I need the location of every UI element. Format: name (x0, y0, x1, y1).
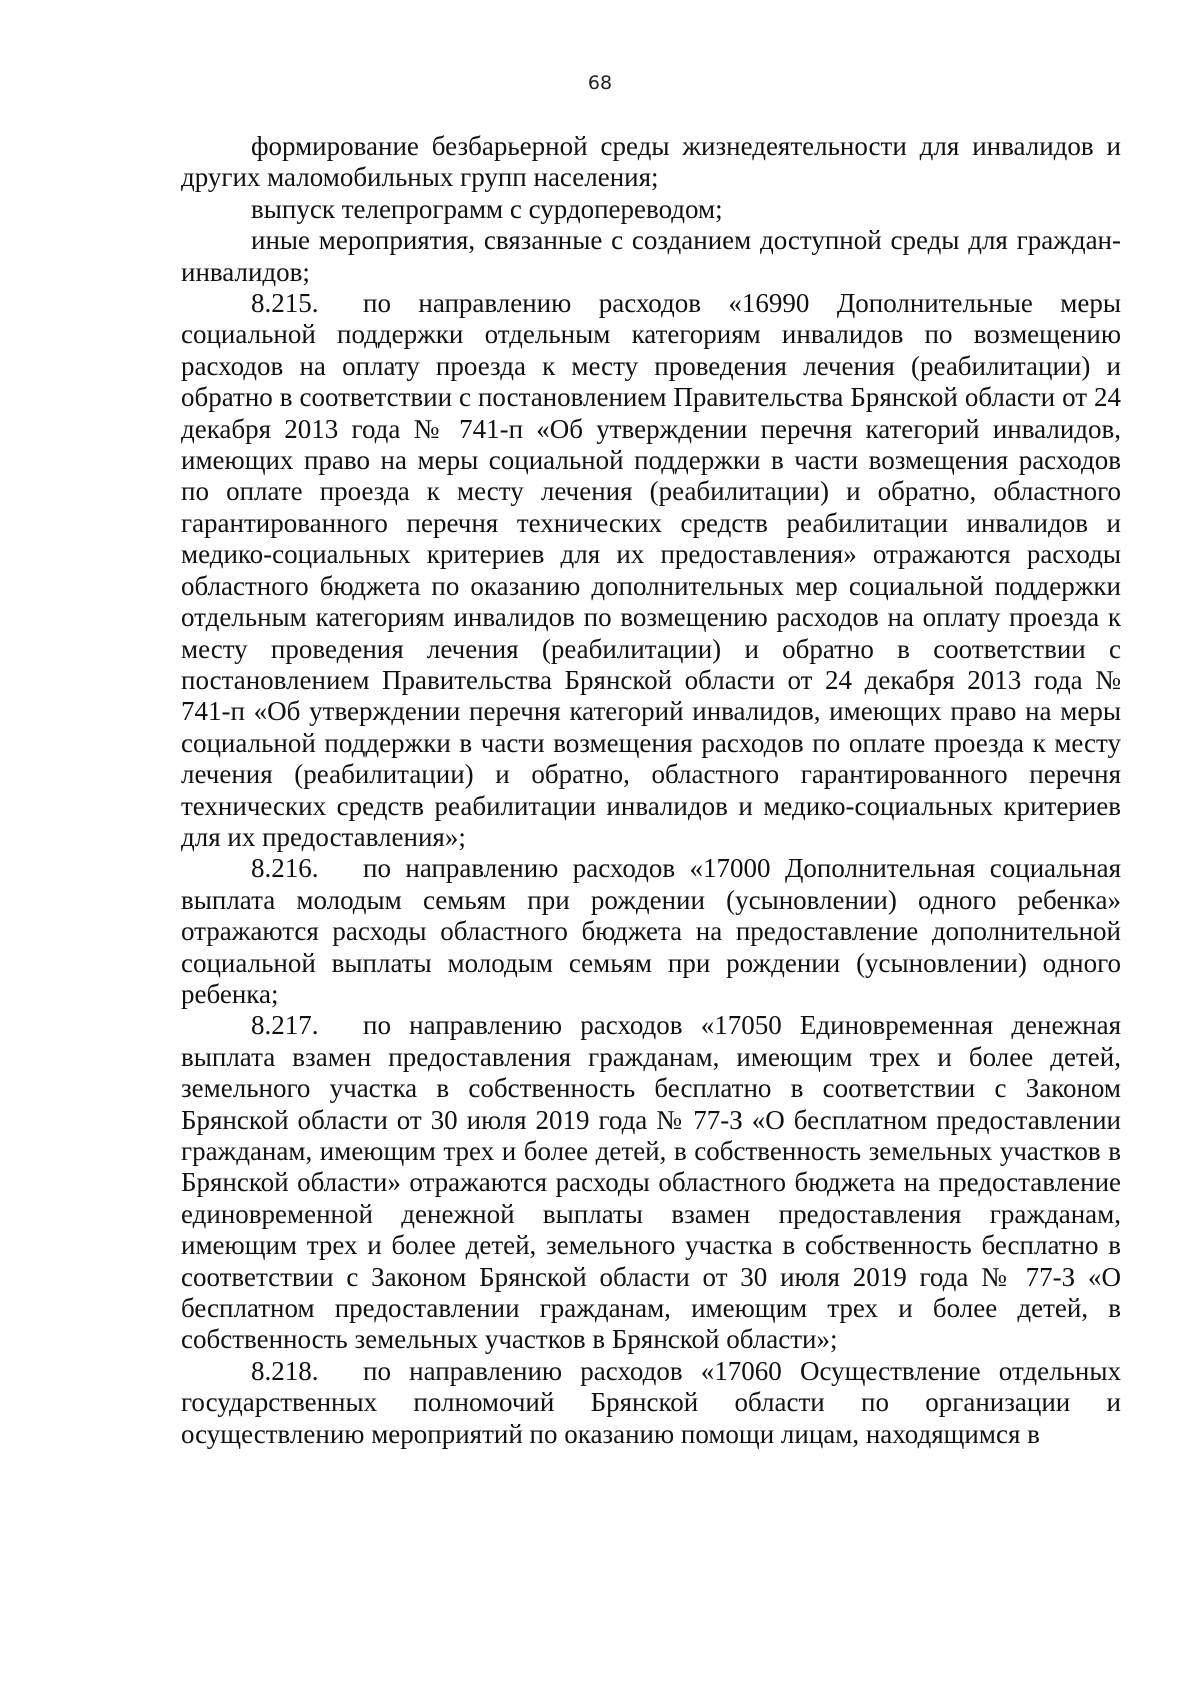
paragraph (181, 1010, 1121, 1355)
paragraph (181, 288, 1121, 853)
paragraph-text: выпуск телепрограмм с сурдопереводом; (251, 193, 723, 224)
paragraph (181, 1356, 1121, 1450)
paragraph-text: иные мероприятия, связанные с созданием доступной среды для граждан-инвалидов; (181, 225, 1121, 287)
paragraph-text: по направлению расходов «17060 Осуществление отдельных государственных полномочий Брянской области по организации и осуществлению мероприятий по оказанию помощи лицам, находящимся в (181, 1355, 1121, 1449)
paragraph-text: по направлению расходов «17050 Единовременная денежная выплата взамен предоставления гражданам, имеющим трех и более детей, земельного участка в собственность бесплатно в соответствии с Законом Брянской области от 30 июля 2019 года № 77-З «О бесплатном предоставлении гражданам, имеющим трех и более детей, в собственность земельных участков в Брянской области» отражаются расходы областного бюджета на предоставление единовременной денежной выплаты взамен предоставления гражданам, имеющим трех и более детей, земельного участка в собственность бесплатно в соответствии с Законом Брянской области от 30 июля 2019 года № 77-З «О бесплатном предоставлении гражданам, имеющим трех и более детей, в собственность земельных участков в Брянской области»; (181, 1010, 1121, 1355)
paragraph-number: 8.215. (251, 288, 319, 319)
paragraph-text: по направлению расходов «16990 Дополнительные меры социальной поддержки отдельным категориям инвалидов по возмещению расходов на оплату проезда к месту проведения лечения (реабилитации) и обратно в соответствии с постановлением Правительства Брянской области от 24 декабря 2013 года № 741-п «Об утверждении перечня категорий инвалидов, имеющих право на меры социальной поддержки в части возмещения расходов по оплате проезда к месту лечения (реабилитации) и обратно, областного гарантированного перечня технических средств реабилитации инвалидов и медико-социальных критериев для их предоставления» отражаются расходы областного бюджета по оказанию дополнительных мер социальной поддержки отдельным категориям инвалидов по возмещению расходов на оплату проезда к месту проведения лечения (реабилитации) и обратно в соответствии с постановлением Правительства Брянской области от 24 декабря 2013 года № 741-п «Об утверждении перечня категорий инвалидов, имеющих право на меры социальной поддержки в части возмещения расходов по оплате проезда к месту лечения (реабилитации) и обратно, областного гарантированного перечня технических средств реабилитации инвалидов и медико-социальных критериев для их предоставления»; (181, 288, 1121, 852)
page-number: 68 (587, 72, 613, 94)
paragraph (181, 194, 1121, 225)
paragraph-text: формирование безбарьерной среды жизнедеятельности для инвалидов и других маломобильных групп населения; (181, 131, 1121, 193)
paragraph (181, 131, 1121, 194)
paragraph-number: 8.216. (251, 853, 319, 884)
paragraph (181, 853, 1121, 1010)
paragraph (181, 225, 1121, 288)
paragraph-number: 8.218. (251, 1355, 319, 1386)
paragraph-number: 8.217. (251, 1010, 319, 1041)
paragraph-text: по направлению расходов «17000 Дополнительная социальная выплата молодым семьям при рождении (усыновлении) одного ребенка» отражаются расходы областного бюджета на предоставление дополнительной социальной выплаты молодым семьям при рождении (усыновлении) одного ребенка; (181, 853, 1121, 1009)
document-body (181, 131, 1121, 1450)
